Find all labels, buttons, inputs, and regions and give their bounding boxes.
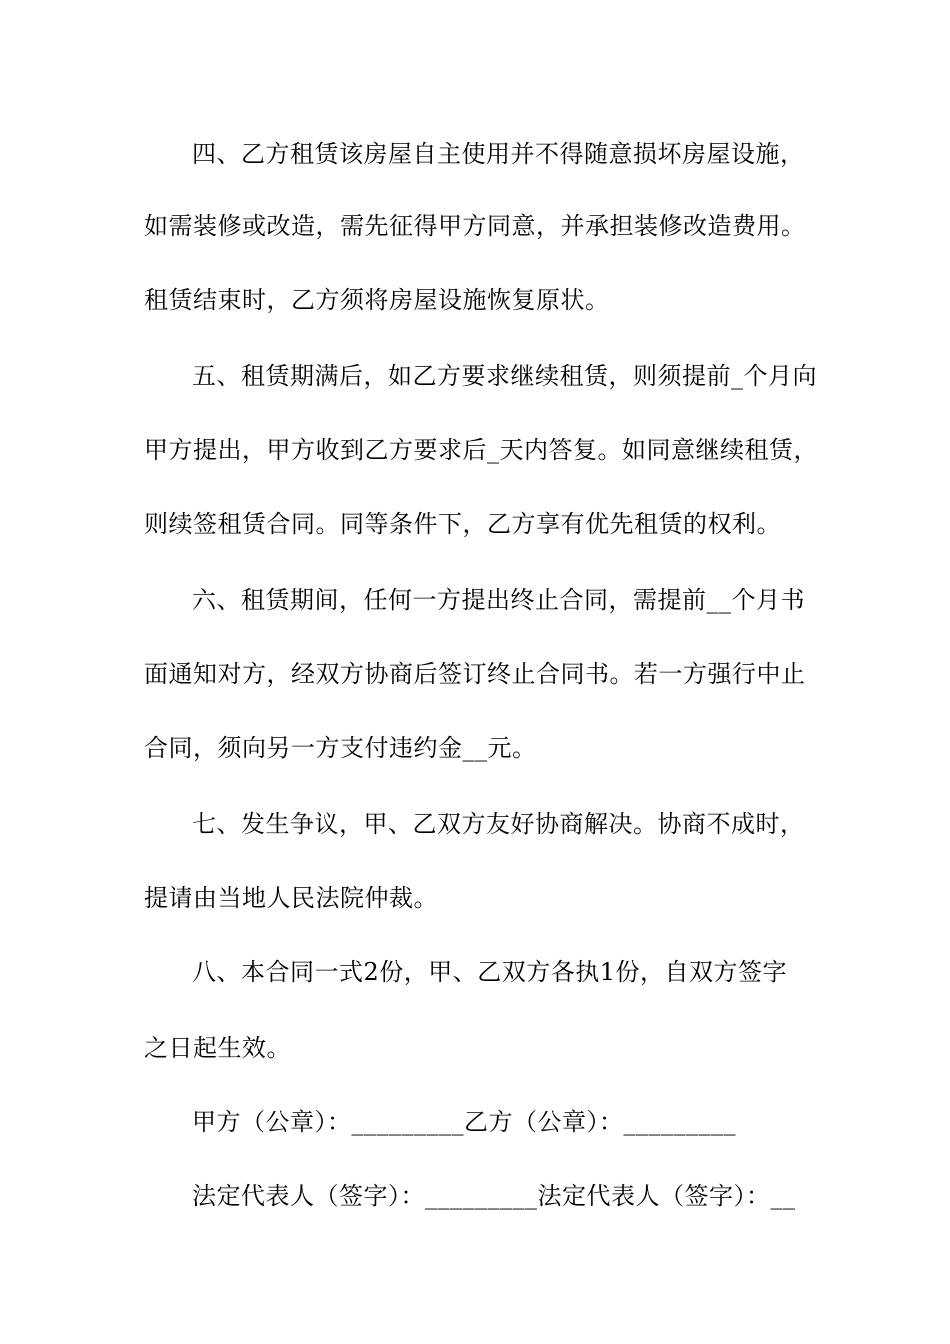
- clause-5-line-3: 则续签租赁合同。同等条件下，乙方享有优先租赁的权利。: [144, 510, 781, 538]
- clause-4-line-3: 租赁结束时，乙方须将房屋设施恢复原状。: [144, 286, 610, 314]
- clause-8-line-1: 八、本合同一式2份，甲、乙双方各执1份，自双方签字: [192, 958, 788, 986]
- clause-5-line-2: 甲方提出，甲方收到乙方要求后_天内答复。如同意继续租赁，: [144, 436, 818, 464]
- clause-5-line-1: 五、租赁期满后，如乙方要求继续租赁，则须提前_个月向: [192, 362, 817, 390]
- party-seal-line: 甲方（公章）：_________乙方（公章）：_________: [192, 1108, 736, 1136]
- clause-6-line-1: 六、租赁期间，任何一方提出终止合同，需提前__个月书: [192, 586, 805, 614]
- clause-8-line-2: 之日起生效。: [144, 1034, 291, 1062]
- clause-4-line-2: 如需装修或改造，需先征得甲方同意，并承担装修改造费用。: [144, 212, 806, 240]
- clause-7-line-1: 七、发生争议，甲、乙双方友好协商解决。协商不成时，: [192, 810, 805, 838]
- clause-6-line-2: 面通知对方，经双方协商后签订终止合同书。若一方强行中止: [144, 660, 806, 688]
- clause-7-line-2: 提请由当地人民法院仲裁。: [144, 884, 438, 912]
- clause-6-line-3: 合同，须向另一方支付违约金__元。: [144, 734, 537, 762]
- clause-4-line-1: 四、乙方租赁该房屋自主使用并不得随意损坏房屋设施，: [192, 140, 805, 168]
- legal-rep-signature-line: 法定代表人（签字）：_________法定代表人（签字）：__: [192, 1182, 796, 1210]
